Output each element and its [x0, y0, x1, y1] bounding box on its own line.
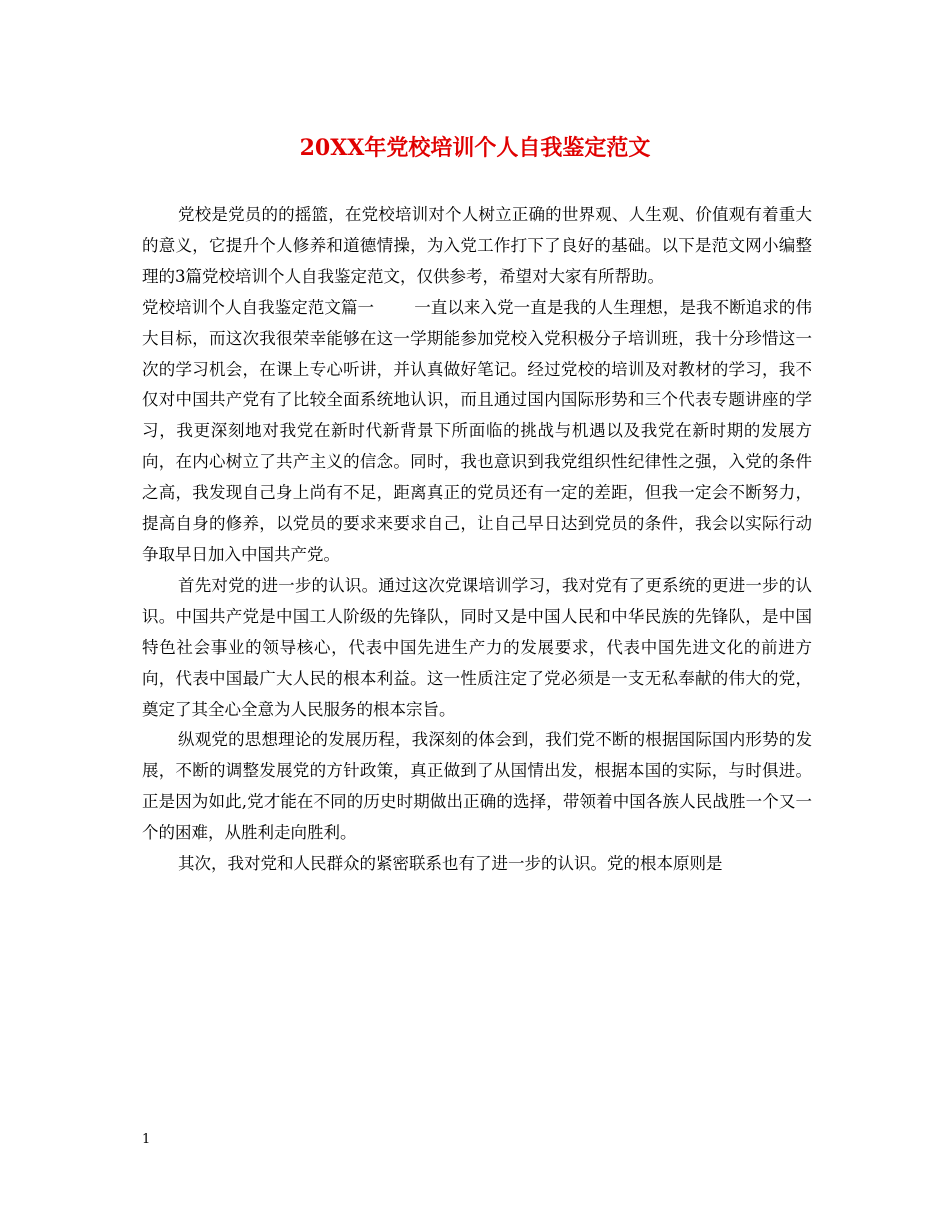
- paragraph-understanding: 首先对党的进一步的认识。通过这次党课培训学习，我对党有了更系统的更进一步的认识。中国共产党是中国工人阶级的先锋队，同时又是中国人民和中华民族的先锋队，是中国特色社会事业的领导核心，代表中国先进生产力的发展要求，代表中国先进文化的前进方向，代表中国最广大人民的根本利益。这一性质注定了党必须是一支无私奉献的伟大的党，奠定了其全心全意为人民服务的根本宗旨。: [142, 575, 812, 719]
- section-one-body: 一直以来入党一直是我的人生理想，是我不断追求的伟大目标，而这次我很荣幸能够在这一学期能参加党校入党积极分子培训班，我十分珍惜这一次的学习机会，在课上专心听讲，并认真做好笔记。经过党校的培训及对教材的学习，我不仅对中国共产党有了比较全面系统地认识，而且通过国内国际形势和三个代表专题讲座的学习，我更深刻地对我党在新时代新背景下所面临的挑战与机遇以及我党在新时期的发展方向，在内心树立了共产主义的信念。同时，我也意识到我党组织性纪律性之强，入党的条件之高，我发现自己身上尚有不足，距离真正的党员还有一定的差距，但我一定会不断努力，提高自身的修养，以党员的要求来要求自己，让自己早日达到党员的条件，我会以实际行动争取早日加入中国共产党。: [142, 297, 813, 564]
- paragraph-relationship: 其次，我对党和人民群众的紧密联系也有了进一步的认识。党的根本原则是: [178, 854, 723, 874]
- document-body: [142, 200, 812, 880]
- page-number: 1: [142, 1132, 151, 1147]
- section-heading: 党校培训个人自我鉴定范文篇一: [142, 297, 375, 317]
- document-title: 20XX年党校培训个人自我鉴定范文: [299, 135, 651, 161]
- paragraph-section-one: [142, 293, 812, 571]
- paragraph-theory: 纵观党的思想理论的发展历程，我深刻的体会到，我们党不断的根据国际国内形势的发展，不断的调整发展党的方针政策，真正做到了从国情出发，根据本国的实际，与时俱进。正是因为如此,党才能在不同的历史时期做出正确的选择，带领着中国各族人民战胜一个又一个的困难，从胜利走向胜利。: [142, 730, 812, 843]
- paragraph-intro: 党校是党员的的摇篮，在党校培训对个人树立正确的世界观、人生观、价值观有着重大的意义，它提升个人修养和道德情操，为入党工作打下了良好的基础。以下是范文网小编整理的3篇党校培训个人自我鉴定范文，仅供参考，希望对大家有所帮助。: [142, 205, 812, 286]
